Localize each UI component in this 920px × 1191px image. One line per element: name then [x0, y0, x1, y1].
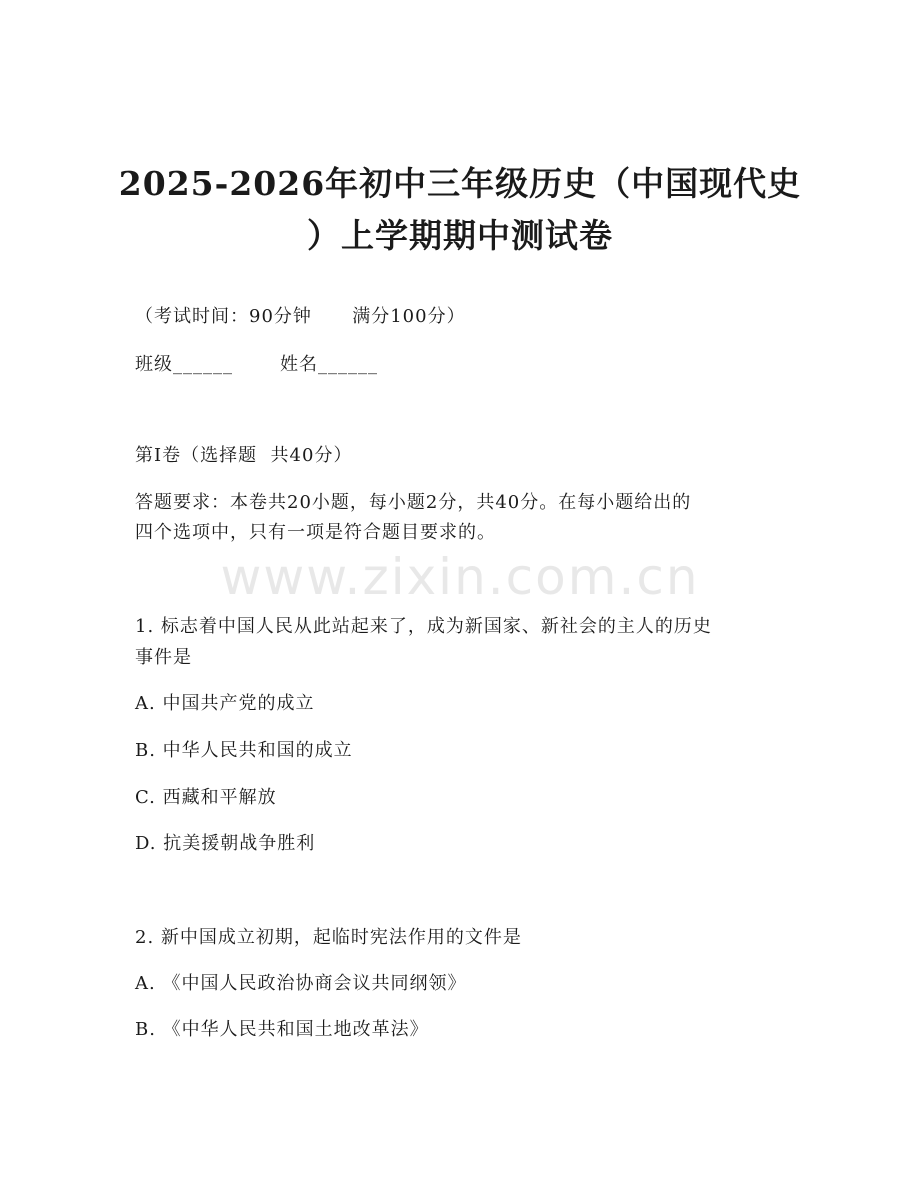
watermark: www.zixin.com.cn — [220, 548, 700, 606]
question-stem: 2. 新中国成立初期，起临时宪法作用的文件是 — [135, 927, 522, 948]
instructions-line-1: 答题要求：本卷共20小题，每小题2分，共40分。在每小题给出的 — [135, 492, 692, 513]
class-name-fields: 班级______ 姓名______ — [135, 354, 379, 375]
option-d: D. 抗美援朝战争胜利 — [135, 833, 316, 854]
question-stem: 事件是 — [135, 647, 192, 668]
section-heading: 第I卷（选择题 共40分） — [135, 445, 353, 466]
option-b: B. 《中华人民共和国土地改革法》 — [135, 1019, 429, 1040]
option-c: C. 西藏和平解放 — [135, 787, 277, 808]
doc-title-line-1: 2025-2026年初中三年级历史（中国现代史 — [118, 164, 802, 203]
option-b: B. 中华人民共和国的成立 — [135, 740, 353, 761]
exam-time-score: （考试时间：90分钟 满分100分） — [135, 306, 466, 327]
instructions-line-2: 四个选项中，只有一项是符合题目要求的。 — [135, 522, 496, 543]
doc-title-line-2: ）上学期期中测试卷 — [307, 216, 613, 255]
question-stem: 1. 标志着中国人民从此站起来了，成为新国家、新社会的主人的历史 — [135, 616, 712, 637]
option-a: A. 中国共产党的成立 — [135, 693, 315, 714]
option-a: A. 《中国人民政治协商会议共同纲领》 — [135, 973, 467, 994]
